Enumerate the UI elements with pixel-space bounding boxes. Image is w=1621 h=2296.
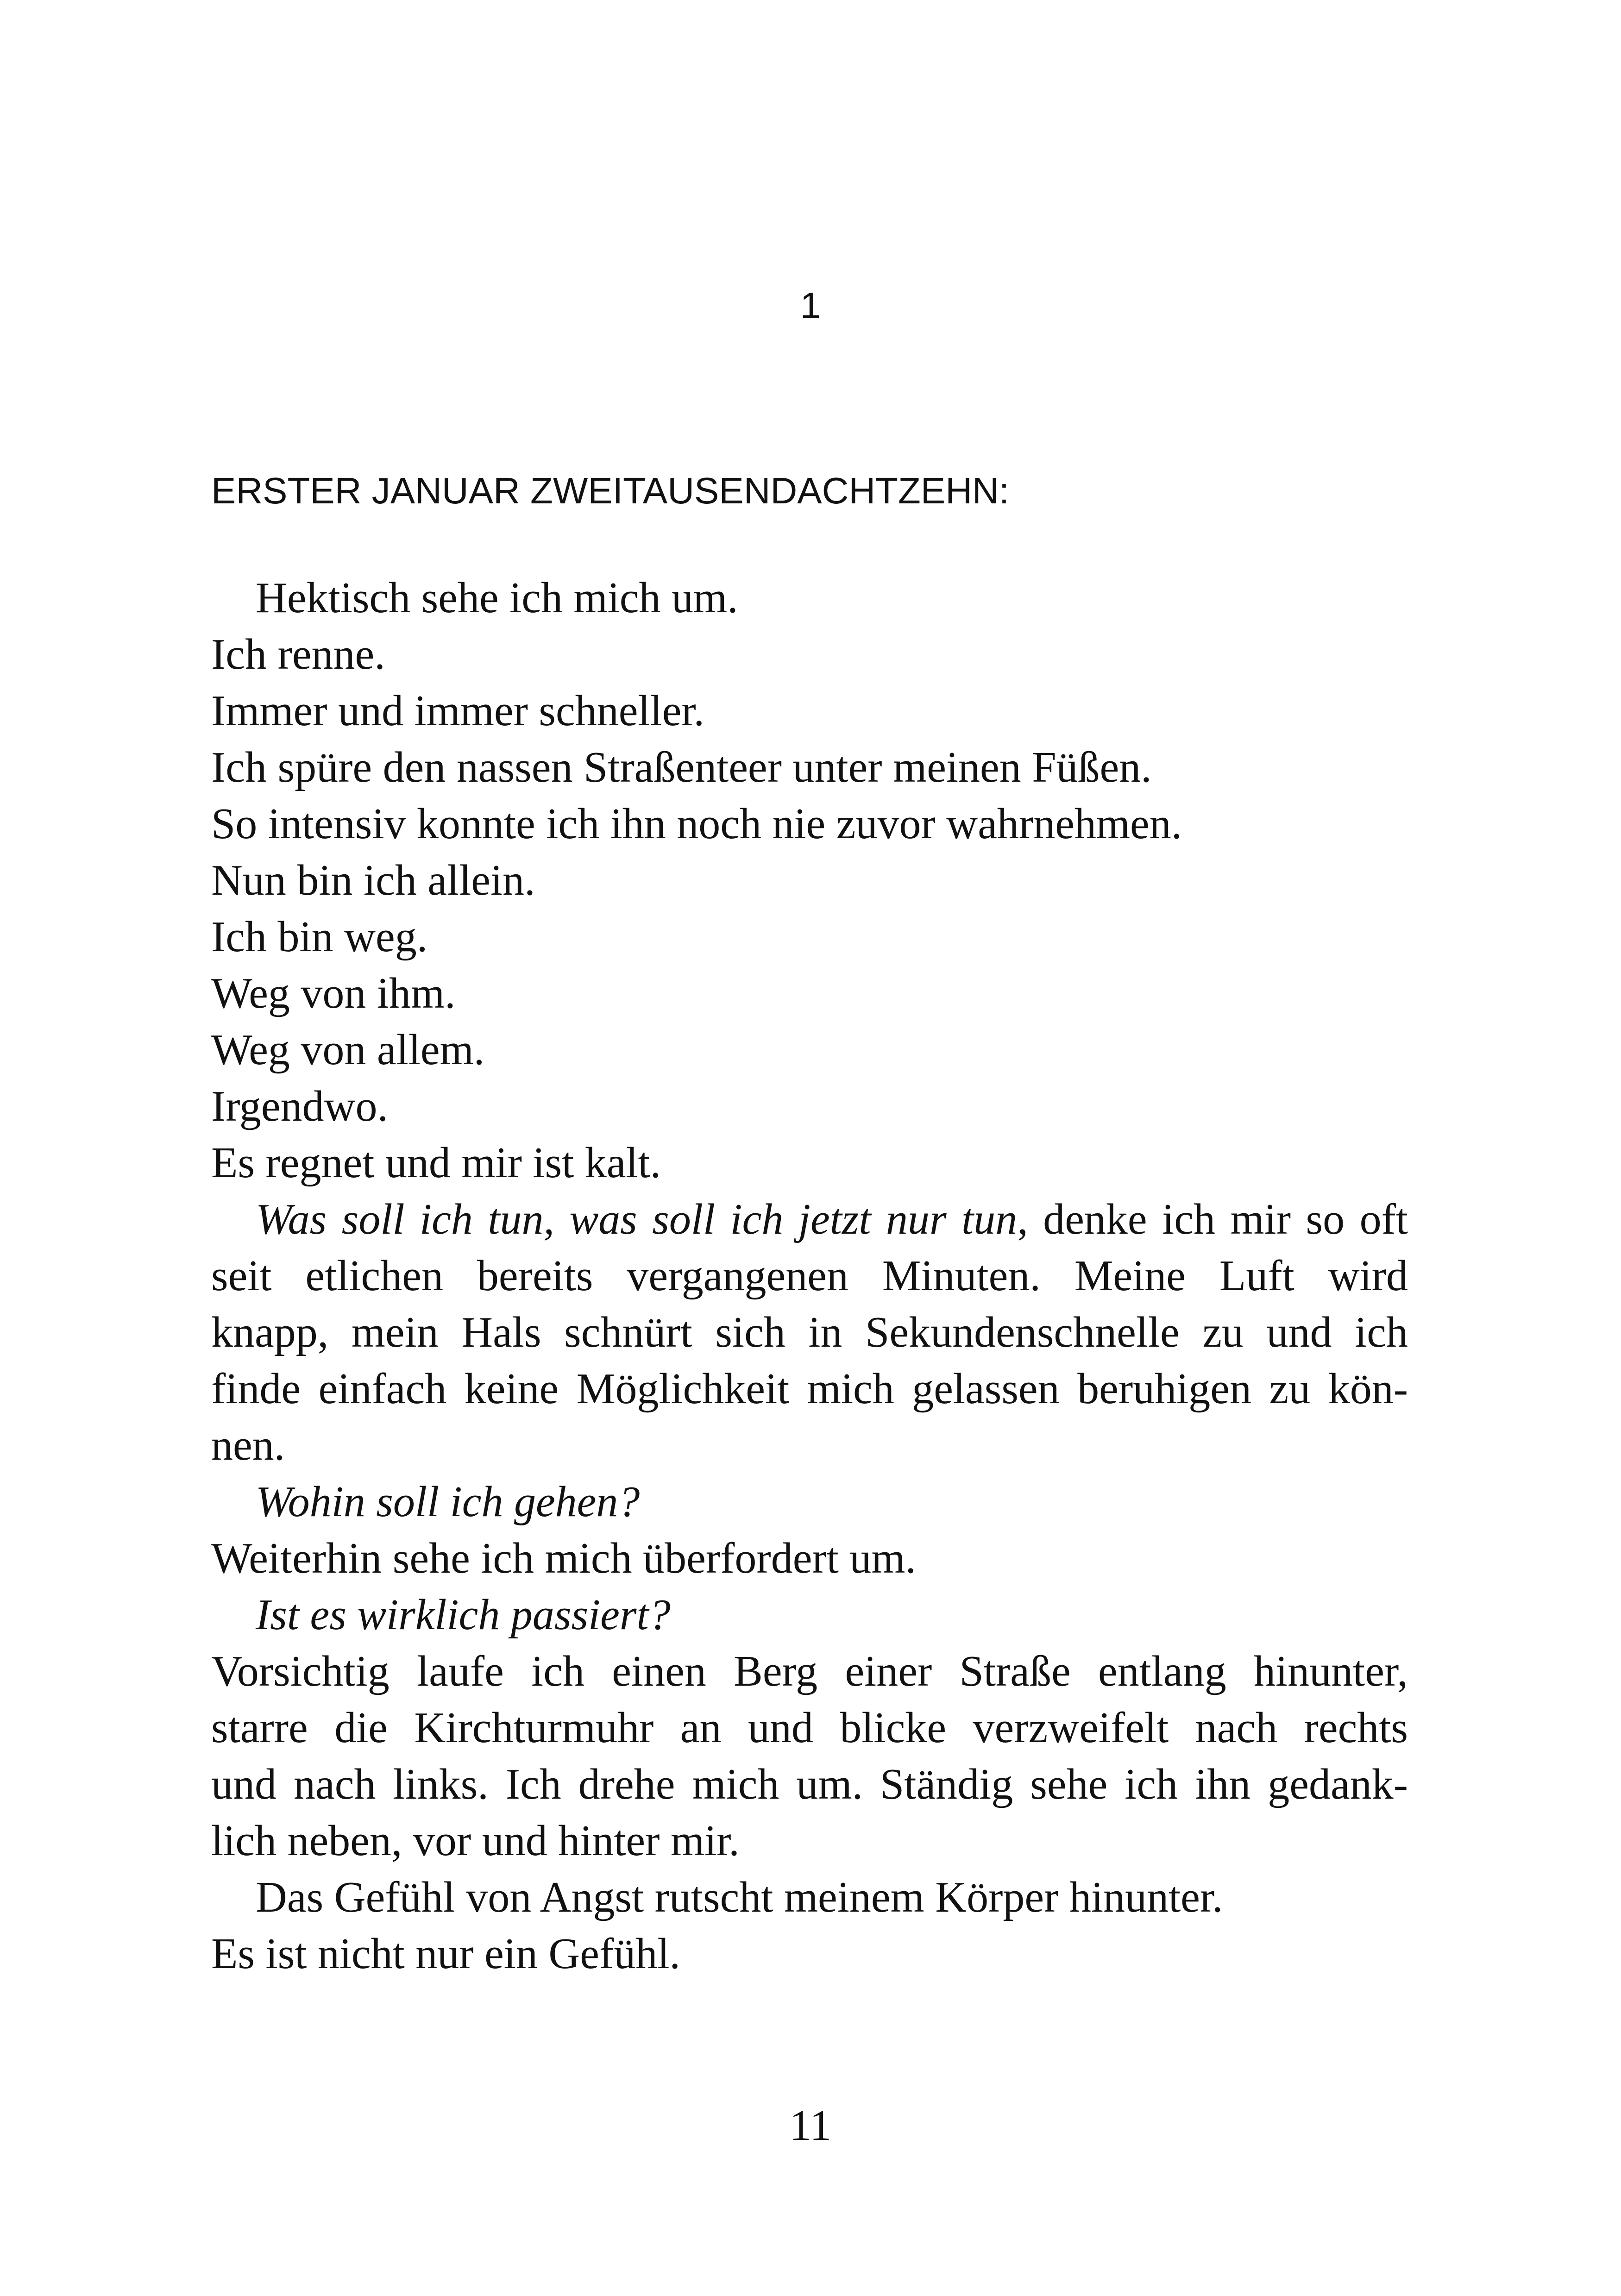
italic-thought: Was soll ich tun, was soll ich jetzt nur tun xyxy=(256,1195,1018,1243)
text-line: Ich spüre den nassen Straßenteer unter meinen Füßen. xyxy=(211,743,1152,791)
text-line xyxy=(211,1191,1408,1248)
text-fragment: , denke ich mir so oft xyxy=(1017,1195,1408,1243)
text-line: Das Gefühl von Angst rutscht meinem Körper hinunter. xyxy=(256,1873,1223,1921)
chapter-heading: ERSTER JANUAR ZWEITAUSENDACHTZEHN: xyxy=(211,470,1010,511)
text-line: und nach links. Ich drehe mich um. Ständig sehe ich ihn gedank- xyxy=(211,1760,1408,1808)
text-line: Es regnet und mir ist kalt. xyxy=(211,1139,661,1187)
text-line: knapp, mein Hals schnürt sich in Sekundenschnelle zu und ich xyxy=(211,1308,1408,1356)
text-line: Weiterhin sehe ich mich überfordert um. xyxy=(211,1534,916,1582)
text-line: starre die Kirchturmuhr an und blicke verzweifelt nach rechts xyxy=(211,1704,1408,1752)
body-text xyxy=(211,570,1408,1982)
text-line: Immer und immer schneller. xyxy=(211,687,705,735)
text-line: Irgendwo. xyxy=(211,1082,389,1130)
text-line: Weg von ihm. xyxy=(211,969,456,1017)
text-line: seit etlichen bereits vergangenen Minuten. Meine Luft wird xyxy=(211,1252,1408,1300)
text-line: So intensiv konnte ich ihn noch nie zuvor wahrnehmen. xyxy=(211,800,1182,848)
italic-thought: Wohin soll ich gehen? xyxy=(256,1478,640,1526)
text-line: finde einfach keine Möglichkeit mich gelassen beruhigen zu kön- xyxy=(211,1365,1408,1413)
text-line: Vorsichtig laufe ich einen Berg einer Straße entlang hinunter, xyxy=(211,1647,1408,1695)
text-line: Ich renne. xyxy=(211,630,385,678)
text-line: Ich bin weg. xyxy=(211,913,428,961)
text-line: Weg von allem. xyxy=(211,1026,485,1074)
page-number: 11 xyxy=(789,2102,832,2150)
text-line: Nun bin ich allein. xyxy=(211,856,535,904)
text-line: Hektisch sehe ich mich um. xyxy=(256,574,738,622)
italic-thought: Ist es wirklich passiert? xyxy=(256,1591,671,1639)
text-line: lich neben, vor und hinter mir. xyxy=(211,1817,740,1865)
chapter-number: 1 xyxy=(800,285,821,326)
text-line: Es ist nicht nur ein Gefühl. xyxy=(211,1930,680,1978)
text-line: nen. xyxy=(211,1421,285,1469)
